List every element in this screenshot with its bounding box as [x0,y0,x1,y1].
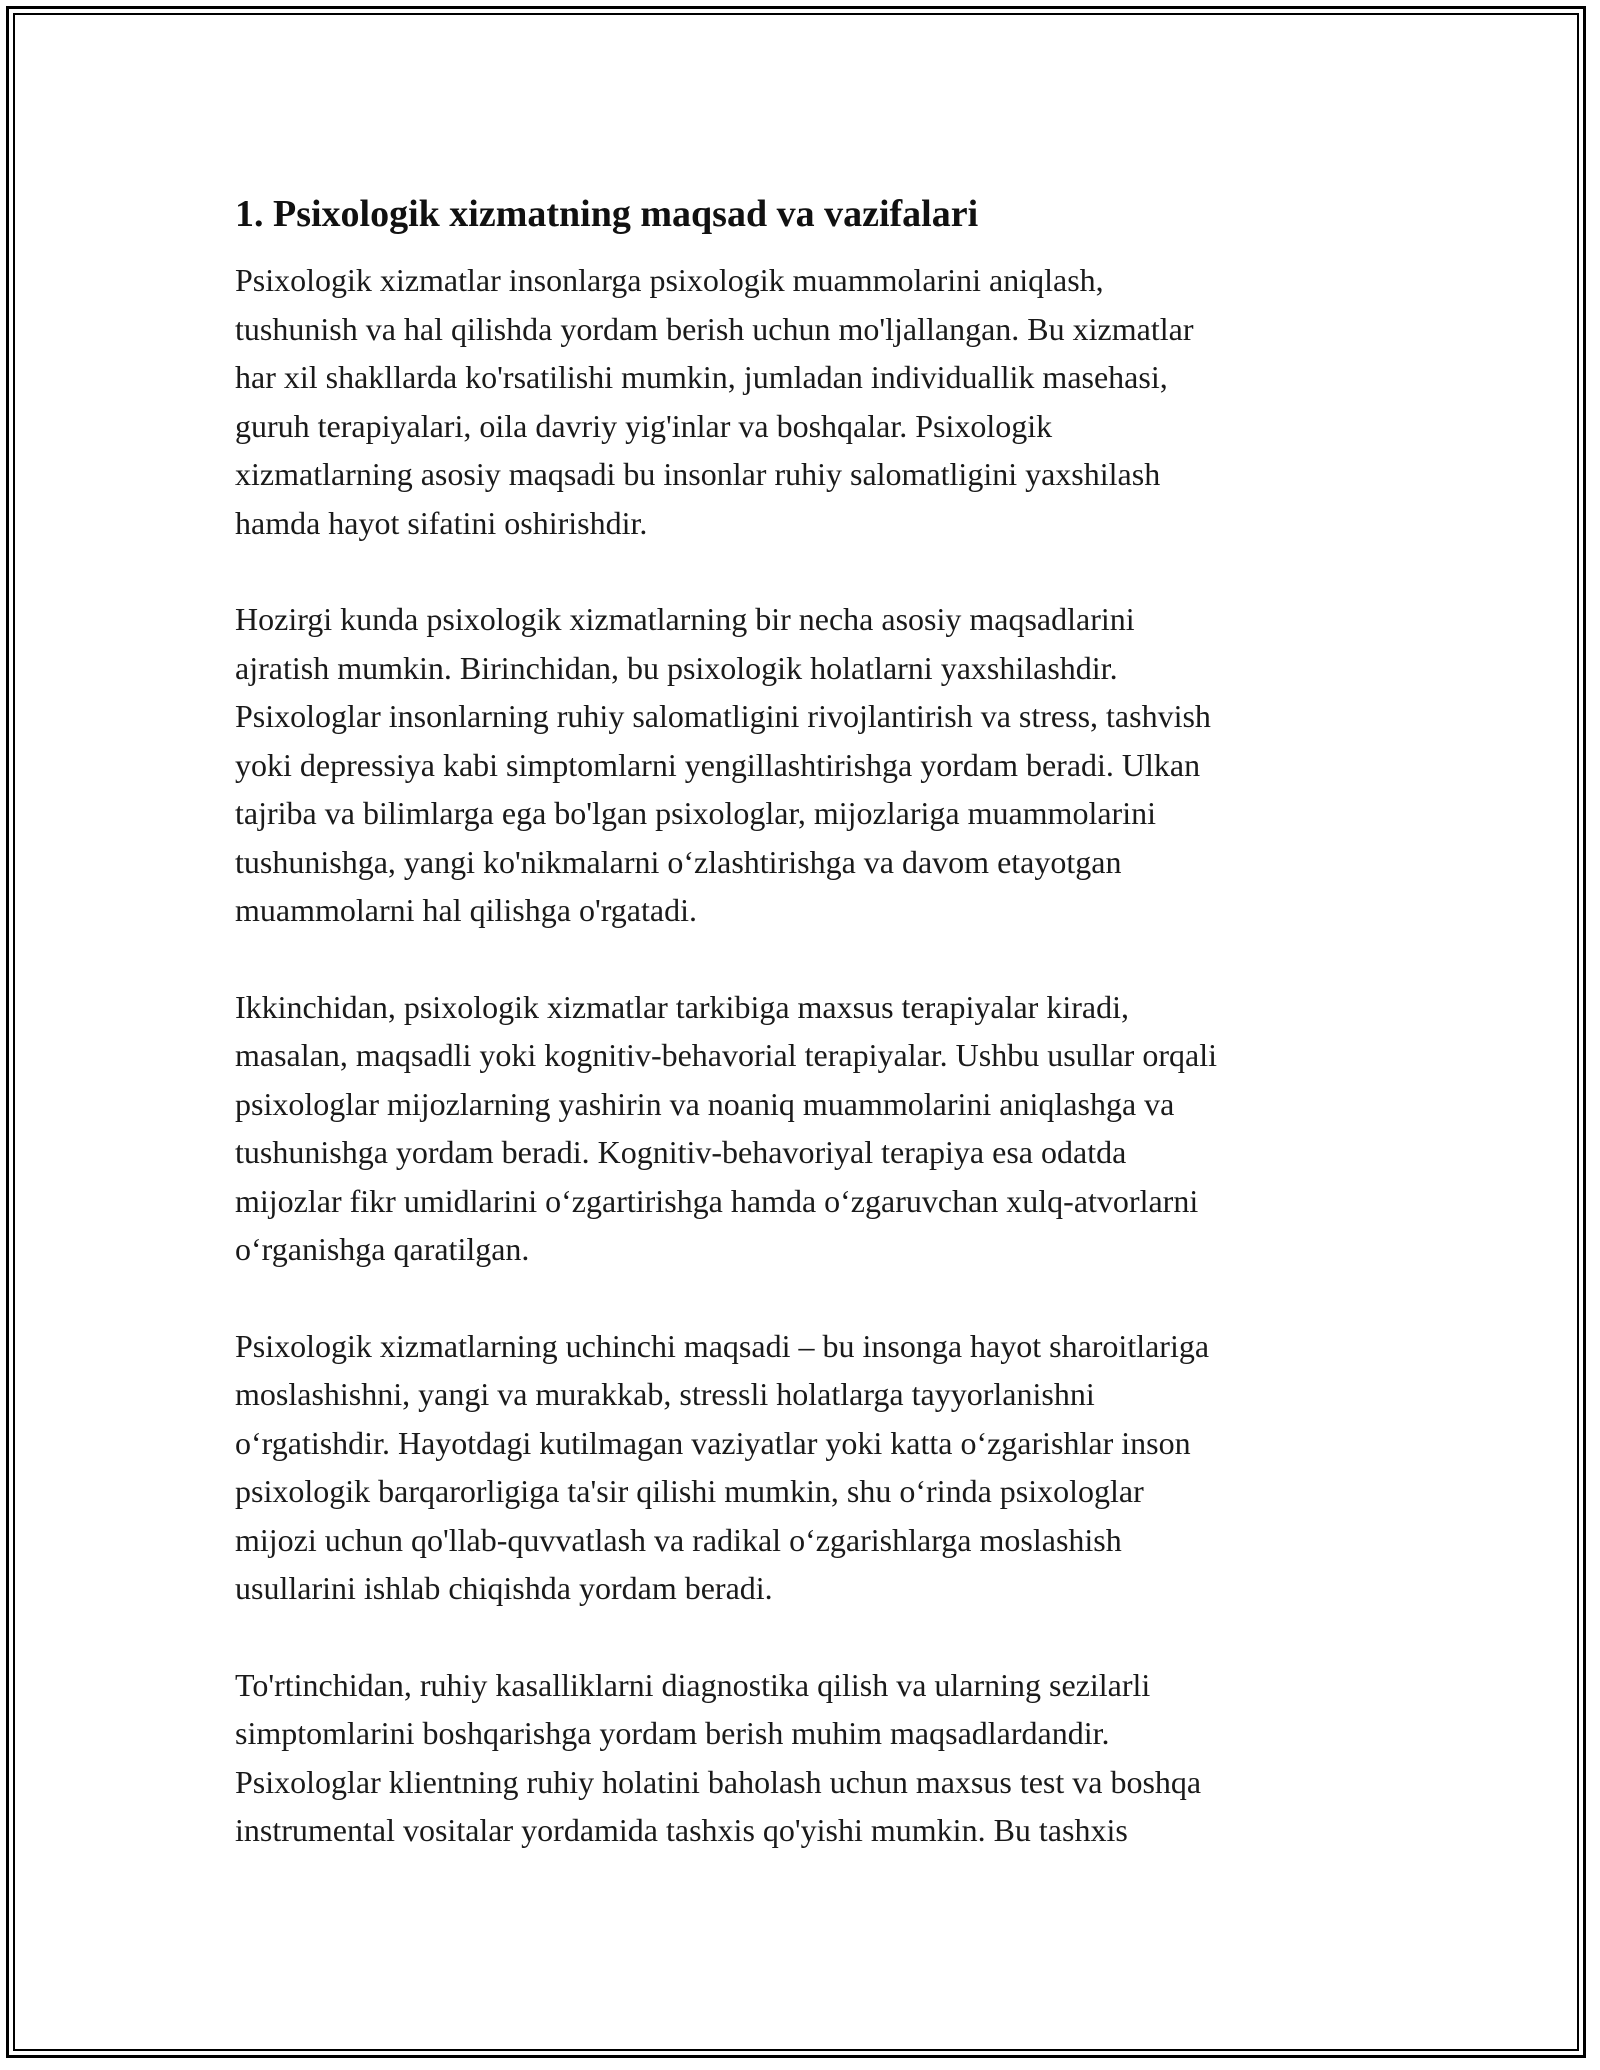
paragraph-line: simptomlarini boshqarishga yordam berish muhim maqsadlardandir. [235,1715,1110,1751]
paragraph-line: Psixologlar klientning ruhiy holatini baholash uchun maxsus test va boshqa [235,1763,1202,1800]
paragraph-line: Psixologik xizmatlarning uchinchi maqsadi – bu insonga hayot sharoitlariga [235,1327,1210,1364]
document-body [235,188,1375,1903]
paragraph-line: Ikkinchidan, psixologik xizmatlar tarkibiga maxsus terapiyalar kiradi, [235,988,1129,1025]
paragraph-line: usullarini ishlab chiqishda yordam beradi. [235,1570,773,1606]
paragraph-line: guruh terapiyalari, oila davriy yig'inlar va boshqalar. Psixologik [235,407,1053,444]
paragraph-3 [235,983,1375,1274]
paragraph-1 [235,256,1375,547]
paragraph-line: Psixologlar insonlarning ruhiy salomatligini rivojlantirish va stress, tashvish [235,698,1211,734]
paragraph-line: muammolarni hal qilishga o'rgatadi. [235,892,697,928]
paragraph-line: mijozi uchun qo'llab-quvvatlash va radikal o‘zgarishlarga moslashish [235,1521,1122,1558]
paragraph-line: moslashishni, yangi va murakkab, stressli holatlarga tayyorlanishni [235,1376,1095,1412]
paragraph-line: To'rtinchidan, ruhiy kasalliklarni diagnostika qilish va ularning sezilarli [235,1666,1151,1703]
paragraph-line: yoki depressiya kabi simptomlarni yengillashtirishga yordam beradi. Ulkan [235,746,1201,783]
paragraph-list [235,256,1375,1855]
paragraph-line: o‘rganishga qaratilgan. [235,1231,530,1267]
section-heading: 1. Psixologik xizmatning maqsad va vazifalari [235,193,979,235]
paragraph-line: tushunishga yordam beradi. Kognitiv-behavoriyal terapiya esa odatda [235,1134,1127,1170]
paragraph-line: xizmatlarning asosiy maqsadi bu insonlar ruhiy salomatligini yaxshilash [235,456,1161,492]
paragraph-line: instrumental vositalar yordamida tashxis qo'yishi mumkin. Bu tashxis [235,1812,1128,1848]
paragraph-4 [235,1322,1375,1613]
paragraph-2 [235,595,1375,935]
paragraph-line: mijozlar fikr umidlarini o‘zgartirishga hamda o‘zgaruvchan xulq-atvorlarni [235,1182,1199,1219]
paragraph-line: har xil shakllarda ko'rsatilishi mumkin, jumladan individuallik masehasi, [235,359,1168,395]
paragraph-line: Hozirgi kunda psixologik xizmatlarning bir necha asosiy maqsadlarini [235,601,1135,637]
paragraph-line: masalan, maqsadli yoki kognitiv-behavorial terapiyalar. Ushbu usullar orqali [235,1037,1217,1073]
paragraph-line: psixologik barqarorligiga ta'sir qilishi mumkin, shu o‘rinda psixologlar [235,1473,1144,1509]
paragraph-line: Psixologik xizmatlar insonlarga psixologik muammolarini aniqlash, [235,262,1104,298]
paragraph-5 [235,1661,1375,1855]
paragraph-line: tushunish va hal qilishda yordam berish uchun mo'ljallangan. Bu xizmatlar [235,310,1194,347]
paragraph-line: o‘rgatishdir. Hayotdagi kutilmagan vaziyatlar yoki katta o‘zgarishlar inson [235,1424,1191,1461]
paragraph-line: hamda hayot sifatini oshirishdir. [235,504,648,541]
paragraph-line: ajratish mumkin. Birinchidan, bu psixologik holatlarni yaxshilashdir. [235,649,1118,686]
paragraph-line: tajriba va bilimlarga ega bo'lgan psixologlar, mijozlariga muammolarini [235,795,1156,831]
paragraph-line: psixologlar mijozlarning yashirin va noaniq muammolarini aniqlashga va [235,1085,1175,1122]
paragraph-line: tushunishga, yangi ko'nikmalarni o‘zlashtirishga va davom etayotgan [235,843,1122,880]
